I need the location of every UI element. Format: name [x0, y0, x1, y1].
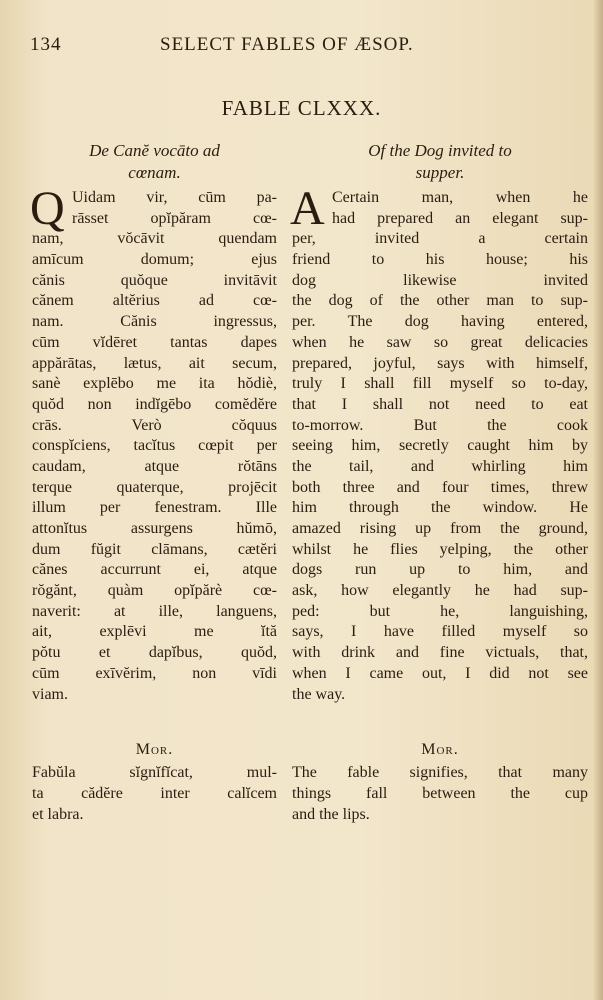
text-line: him through the window. He	[292, 499, 588, 517]
text-line: when I came out, I did not see	[292, 664, 588, 682]
text-line: pŏtu et dapĭbus, quŏd,	[32, 644, 277, 662]
english-title-line: supper.	[415, 163, 465, 182]
latin-text	[30, 182, 277, 705]
text-line: illum per fenestram. Ille	[32, 499, 277, 517]
text-line: when he saw so great delicacies	[292, 333, 588, 351]
text-line: per, invited a certain	[292, 230, 588, 248]
text-line: the tail, and whirling him	[292, 457, 588, 475]
text-line: naverit: at ille, languens,	[32, 602, 277, 620]
text-line: ask, how elegantly he had sup-	[292, 582, 588, 600]
text-line: ped: but he, languishing,	[292, 602, 588, 620]
moral-line: ta cădĕre inter calĭcem	[32, 784, 277, 802]
page-edge-shadow	[593, 0, 603, 1000]
text-line: truly I shall fill myself so to-day,	[292, 375, 588, 393]
text-line: rāsset opĭpăram cœ-	[72, 209, 277, 227]
text-line: cănes accurrunt ei, atque	[32, 561, 277, 579]
english-moral-heading: Mor.	[421, 741, 459, 759]
text-line: the dog of the other man to sup-	[292, 292, 588, 310]
text-line: Certain man, when he	[332, 189, 588, 206]
text-line: conspĭciens, tacĭtus cœpit per	[32, 437, 277, 455]
text-line: crās. Verò cŏquus	[32, 416, 277, 434]
english-dropcap: A	[290, 182, 325, 235]
text-line: appărātas, lætus, ait secum,	[32, 354, 277, 372]
latin-column	[32, 140, 277, 825]
latin-title	[32, 140, 277, 188]
english-text	[290, 182, 588, 705]
text-line: to-morrow. But the cook	[292, 416, 588, 434]
english-title	[292, 140, 588, 188]
text-line: per. The dog having entered,	[292, 313, 588, 331]
latin-dropcap: Q	[30, 182, 65, 235]
running-head	[30, 34, 570, 60]
text-line: cūm vĭdēret tantas dapes	[32, 333, 277, 351]
text-line: nam. Cănis ingressus,	[32, 313, 277, 331]
text-line: sanè explēbo me ita hŏdiè,	[32, 375, 277, 393]
text-line: dogs run up to him, and	[292, 561, 588, 579]
text-line: Uidam vir, cūm pa-	[72, 189, 277, 206]
text-line: dum fŭgit clāmans, cætĕri	[32, 540, 277, 558]
moral-line: things fall between the cup	[292, 784, 588, 802]
english-column	[292, 140, 588, 825]
text-line: viam.	[32, 685, 68, 703]
text-line: nam, vŏcāvit quendam	[32, 230, 277, 248]
text-line: caudam, atque rŏtāns	[32, 457, 277, 475]
text-line: amīcum domum; ejus	[32, 251, 277, 269]
text-line: attonĭtus assurgens hŭmō,	[32, 520, 277, 537]
fable-title: FABLE CLXXX.	[221, 96, 382, 120]
text-line: friend to his house; his	[292, 251, 588, 269]
moral-line: and the lips.	[292, 805, 370, 823]
text-line: dog likewise invited	[292, 271, 588, 289]
page-number: 134	[30, 34, 62, 55]
moral-line: Fabŭla sĭgnĭfĭcat, mul-	[32, 764, 277, 782]
text-line: cūm exīvĕrim, non vīdi	[32, 664, 277, 682]
text-line: with drink and fine victuals, that,	[292, 644, 588, 662]
text-line: cănis quŏque invitāvit	[32, 271, 277, 289]
english-title-line: Of the Dog invited to	[368, 141, 512, 160]
text-line: the way.	[292, 685, 346, 703]
latin-moral-heading: Mor.	[135, 741, 174, 759]
moral-line: et labra.	[32, 805, 84, 823]
latin-title-line: cœnam.	[128, 163, 181, 182]
text-line: prepared, joyful, says with himself,	[292, 354, 588, 372]
text-line: seeing him, secretly caught him by	[292, 437, 588, 455]
text-line: rŏgănt, quàm opĭpărè cœ-	[32, 582, 277, 600]
text-line: whilst he flies yelping, the other	[292, 540, 588, 558]
text-line: says, I have filled myself so	[292, 623, 588, 641]
text-line: that I shall not need to eat	[292, 395, 588, 413]
text-line: both three and four times, threw	[292, 478, 588, 496]
text-line: amazed rising up from the ground,	[292, 520, 588, 537]
text-line: had prepared an elegant sup-	[332, 209, 588, 227]
moral-line: The fable signifies, that many	[292, 764, 588, 782]
text-line: quŏd non indĭgēbo comĕdĕre	[32, 395, 277, 413]
running-head-title: SELECT FABLES OF ÆSOP.	[160, 34, 414, 55]
text-line: cănem altĕrius ad cœ-	[32, 292, 277, 310]
text-line: terque quaterque, projēcit	[32, 478, 277, 496]
latin-title-line: De Canĕ vocāto ad	[89, 141, 220, 160]
text-line: ait, explēvi me ĭtă	[32, 623, 277, 641]
